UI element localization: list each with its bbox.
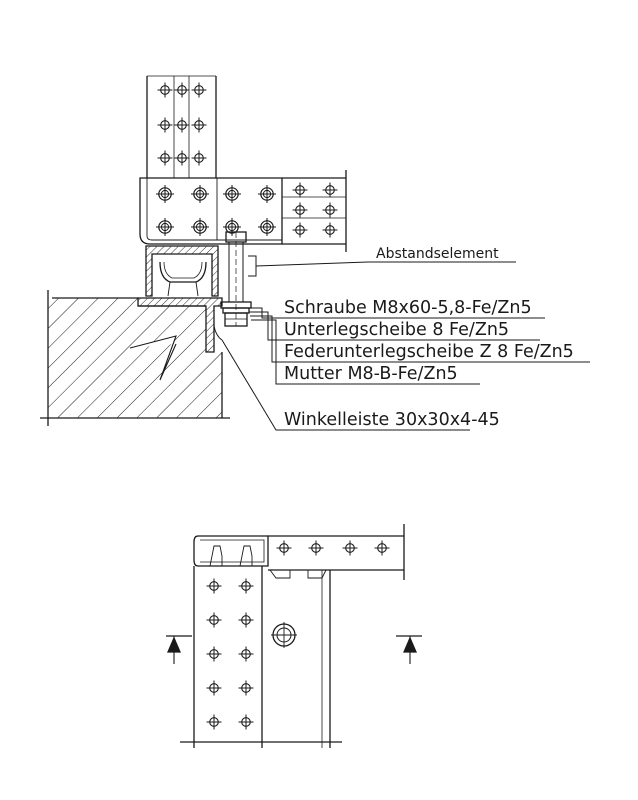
label-nut: Mutter M8-B-Fe/Zn5 xyxy=(284,364,458,384)
top-box-section xyxy=(194,536,268,566)
label-spring-washer: Federunterlegscheibe Z 8 Fe/Zn5 xyxy=(284,342,574,362)
label-spacer: Abstandselement xyxy=(376,246,499,262)
side-plate xyxy=(282,170,346,252)
bolt-head xyxy=(271,622,297,648)
bottom-horizontal-plate xyxy=(268,524,404,580)
spacer-element xyxy=(146,246,218,296)
label-washer: Unterlegscheibe 8 Fe/Zn5 xyxy=(284,320,510,340)
label-screw: Schraube M8x60-5,8-Fe/Zn5 xyxy=(284,298,532,318)
section-marker-left xyxy=(166,636,192,664)
vertical-post xyxy=(147,76,216,178)
cross-plate xyxy=(140,178,282,244)
label-angle-strip: Winkelleiste 30x30x4-45 xyxy=(284,410,500,430)
section-marker-right xyxy=(396,636,422,664)
timber-section xyxy=(40,290,230,426)
bottom-vertical-post xyxy=(180,566,342,748)
